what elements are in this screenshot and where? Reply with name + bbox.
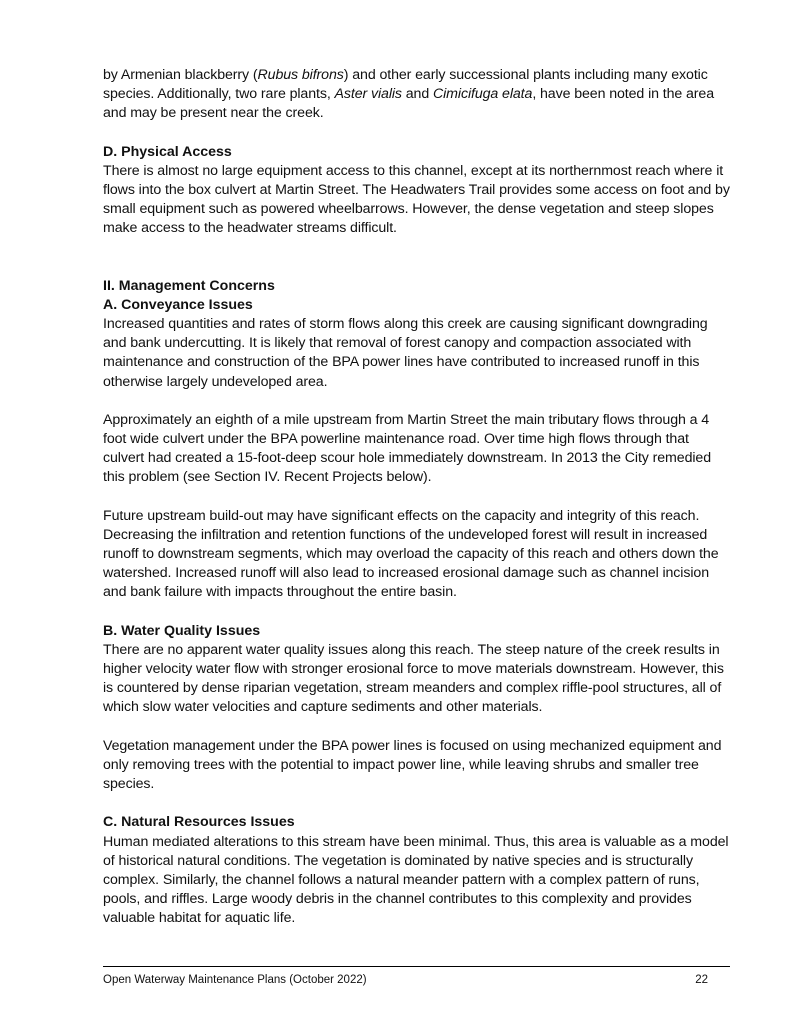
page-number: 22 bbox=[695, 974, 708, 986]
intro-paragraph bbox=[103, 66, 730, 124]
water-quality-paragraph-1: There are no apparent water quality issues along this reach. The steep nature of the creek results in higher velocity water flow with stronger erosional force to move materials downstream. However, this is countered by dense riparian vegetation, stream meanders and complex riffle-pool structures, all of which slow water velocities and capture sediments and other materials. bbox=[103, 641, 724, 716]
water-quality-heading: B. Water Quality Issues bbox=[103, 622, 261, 639]
intro-text-3: and bbox=[401, 86, 433, 103]
conveyance-paragraph-3: Future upstream build-out may have significant effects on the capacity and integrity of this reach. Decreasing the infiltration and retention functions of the undeveloped forest will result in increased runoff to downstream segments, which may overload the capacity of this reach and others down the watershed. Increased runoff will also lead to increased erosional damage such as channel incision and bank failure with impacts throughout the entire basin. bbox=[103, 507, 719, 601]
water-quality-paragraph-2: Vegetation management under the BPA power lines is focused on using mechanized equipment and only removing trees with the potential to impact power line, while leaving shrubs and smaller tree species. bbox=[103, 737, 722, 793]
species-cimicifuga-elata: Cimicifuga elata bbox=[432, 86, 533, 103]
intro-text-2: ) and other early successional plants including many exotic species. Additionally, two rare plants, bbox=[103, 67, 708, 103]
natural-resources-heading: C. Natural Resources Issues bbox=[103, 814, 295, 831]
conveyance-paragraph-2: Approximately an eighth of a mile upstream from Martin Street the main tributary flows through a 4 foot wide culvert under the BPA powerline maintenance road. Over time high flows through that culvert had created a 15-foot-deep scour hole immediately downstream. In 2013 the City remedied this problem (see Section IV. Recent Projects below). bbox=[103, 411, 711, 486]
physical-access-body: There is almost no large equipment access to this channel, except at its northernmost reach where it flows into the box culvert at Martin Street. The Headwaters Trail provides some access on foot and by small equipment such as powered wheelbarrows. However, the dense vegetation and steep slopes make access to the headwater streams difficult. bbox=[103, 162, 730, 237]
conveyance-paragraph-1: Increased quantities and rates of storm flows along this creek are causing significant downgrading and bank undercutting. It is likely that removal of forest canopy and compaction associated with maintenance and construction of the BPA power lines have contributed to increased runoff in this otherwise largely undeveloped area. bbox=[103, 316, 708, 390]
species-aster-vialis: Aster vialis bbox=[334, 86, 402, 103]
natural-resources-paragraph-1: Human mediated alterations to this stream have been minimal. Thus, this area is valuable as a model of historical natural conditions. The vegetation is dominated by native species and is structurally complex. Similarly, the channel follows a natural meander pattern with a complex pattern of runs, pools, and riffles. Large woody debris in the channel contributes to this complexity and provides valuable habitat for aquatic life. bbox=[103, 833, 729, 927]
intro-text-1: by Armenian blackberry ( bbox=[103, 67, 258, 83]
document-page bbox=[103, 66, 730, 929]
physical-access-heading: D. Physical Access bbox=[103, 143, 232, 160]
page-footer bbox=[103, 966, 730, 986]
management-concerns-heading: II. Management Concerns bbox=[103, 277, 275, 294]
intro-text-4: , have been noted in the area and may be present near the creek. bbox=[103, 86, 715, 122]
conveyance-heading: A. Conveyance Issues bbox=[103, 296, 253, 313]
species-rubus-bifrons: Rubus bifrons bbox=[257, 67, 344, 83]
footer-title: Open Waterway Maintenance Plans (October 2022) bbox=[103, 974, 367, 986]
